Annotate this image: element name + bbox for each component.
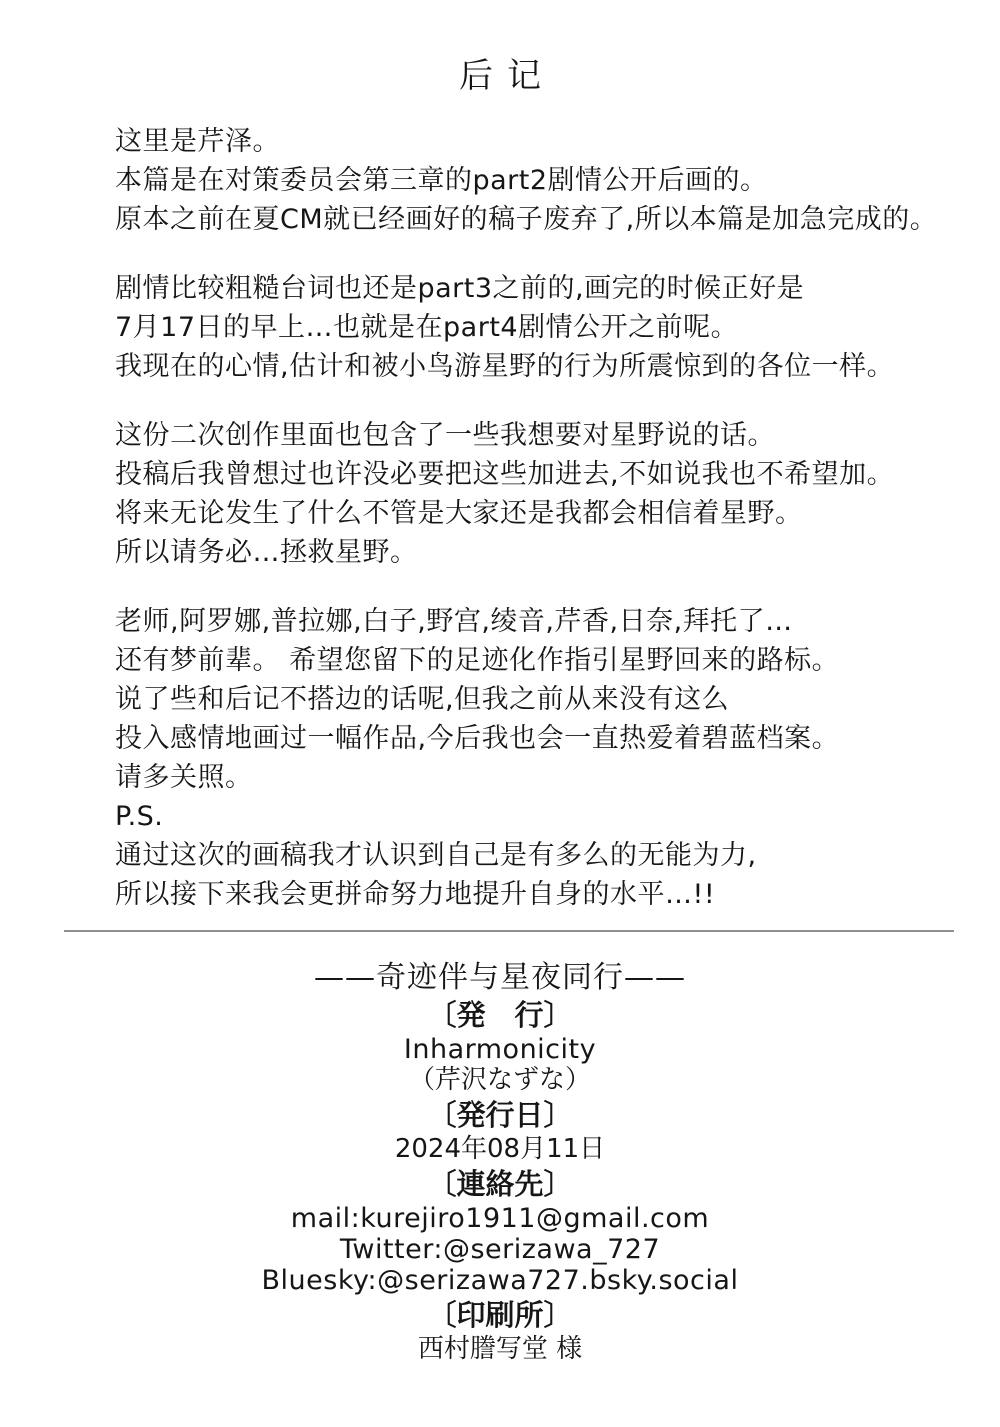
afterword-line: 7月17日的早上…也就是在part4剧情公开之前呢。 <box>115 312 739 343</box>
colophon <box>0 960 1000 1365</box>
afterword-line: 原本之前在夏CM就已经画好的稿子废弃了,所以本篇是加急完成的。 <box>115 204 938 235</box>
afterword-line: 还有梦前辈。 希望您留下的足迹化作指引星野回来的路标。 <box>115 645 840 676</box>
book-title: ——奇迹伴与星夜同行—— <box>314 960 686 995</box>
afterword-line: 投稿后我曾想过也许没必要把这些加进去,不如说我也不希望加。 <box>115 459 895 490</box>
contact-twitter: Twitter:@serizawa_727 <box>339 1234 661 1265</box>
afterword-line: P.S. <box>115 801 164 832</box>
afterword-paragraph <box>115 122 945 239</box>
afterword-line: 所以请务必…拯救星野。 <box>115 537 418 568</box>
afterword-line: 投入感情地画过一幅作品,今后我也会一直热爱着碧蓝档案。 <box>115 723 840 754</box>
afterword-line: 请多关照。 <box>115 762 253 793</box>
afterword-paragraph <box>115 269 945 386</box>
section-divider <box>64 930 954 932</box>
afterword-line: 说了些和后记不搭边的话呢,但我之前从来没有这么 <box>115 684 730 715</box>
contact-mail: mail:kurejiro1911@gmail.com <box>290 1203 710 1234</box>
afterword-line: 这份二次创作里面也包含了一些我想要对星野说的话。 <box>115 420 775 451</box>
publish-date-value: 2024年08月11日 <box>394 1134 606 1164</box>
afterword-line: 将来无论发生了什么不管是大家还是我都会相信着星野。 <box>115 498 803 529</box>
afterword-line: 剧情比较粗糙台词也还是part3之前的,画完的时候正好是 <box>115 273 805 304</box>
printer-name: 西村謄写堂 様 <box>417 1334 583 1364</box>
afterword-line: 本篇是在对策委员会第三章的part2剧情公开后画的。 <box>115 165 768 196</box>
afterword-line: 这里是芹泽。 <box>115 126 280 157</box>
afterword-line: 所以接下来我会更拼命努力地提升自身的水平…!! <box>115 879 716 910</box>
contact-label: 〔連絡先〕 <box>427 1167 573 1201</box>
afterword-body <box>115 122 945 914</box>
publish-date-label: 〔発行日〕 <box>427 1098 573 1132</box>
page-title: 后记 <box>459 56 555 96</box>
afterword-paragraph <box>115 602 945 914</box>
publisher-author: （芹沢なずな） <box>408 1065 591 1095</box>
afterword-paragraph <box>115 416 945 572</box>
publisher-label: 〔発 行〕 <box>427 998 573 1032</box>
afterword-line: 我现在的心情,估计和被小鸟游星野的行为所震惊到的各位一样。 <box>115 351 895 382</box>
afterword-line: 通过这次的画稿我才认识到自己是有多么的无能为力, <box>115 840 757 871</box>
printer-label: 〔印刷所〕 <box>427 1298 573 1332</box>
afterword-line: 老师,阿罗娜,普拉娜,白子,野宫,绫音,芹香,日奈,拜托了… <box>115 606 793 637</box>
contact-bluesky: Bluesky:@serizawa727.bsky.social <box>261 1265 739 1296</box>
publisher-name: Inharmonicity <box>403 1034 597 1065</box>
